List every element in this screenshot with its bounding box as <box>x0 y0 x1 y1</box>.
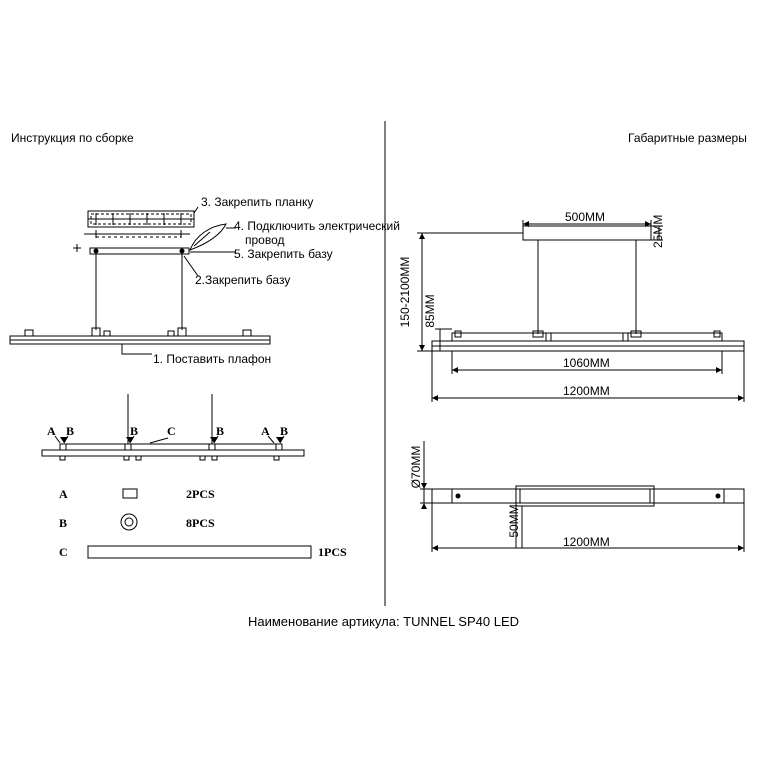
part-c-icon <box>88 546 311 558</box>
detail-label-b-mid1: B <box>130 424 139 438</box>
mounting-canopy <box>88 211 194 227</box>
mounting-bar <box>84 230 190 238</box>
part-c-qty: 1PCS <box>318 545 347 559</box>
part-b-qty: 8PCS <box>186 516 215 530</box>
part-b-letter: B <box>59 516 68 530</box>
detail-label-b-right: B <box>280 424 289 438</box>
step-2-label: 2.Закрепить базу <box>195 273 291 287</box>
step-4-label: 4. Подключить электрический <box>234 219 400 233</box>
dim-total-length: 1200MM <box>563 384 610 398</box>
lamp-body <box>10 328 270 344</box>
dimensions-heading: Габаритные размеры <box>628 131 747 145</box>
part-a-letter: A <box>59 487 68 501</box>
step-4-label-cont: провод <box>245 233 285 247</box>
dim-canopy-width: 500MM <box>565 210 606 224</box>
dim-inner-length: 1060MM <box>563 356 610 370</box>
dim-suspension: 150-2100MM <box>398 256 412 328</box>
part-a-icon <box>123 489 137 498</box>
dim-diameter: Ø70MM <box>409 445 423 489</box>
part-b-icon <box>121 514 137 530</box>
dim-total-length-bottom: 1200MM <box>563 535 610 549</box>
detail-label-a-left: A <box>47 424 56 438</box>
step-3-label: 3. Закрепить планку <box>201 195 314 209</box>
leader-3 <box>194 207 198 213</box>
step-1-label: 1. Поставить плафон <box>153 352 272 366</box>
base-plate <box>73 244 189 254</box>
detail-label-b-mid2: B <box>216 424 225 438</box>
detail-label-a-right: A <box>261 424 270 438</box>
part-a-qty: 2PCS <box>186 487 215 501</box>
dim-bottom-offset: 50MM <box>507 504 521 538</box>
detail-label-b-left: B <box>66 424 75 438</box>
wire-connector <box>190 224 226 250</box>
assembly-heading: Инструкция по сборке <box>11 131 134 145</box>
article-name: Наименование артикула: TUNNEL SP40 LED <box>247 614 520 629</box>
step-5-label: 5. Закрепить базу <box>234 247 333 261</box>
detail-label-c: C <box>167 424 176 438</box>
part-c-letter: C <box>59 545 68 559</box>
dim-body-height: 85MM <box>423 294 437 328</box>
leader-1 <box>122 344 152 354</box>
dim-canopy-height: 25MM <box>651 214 665 248</box>
